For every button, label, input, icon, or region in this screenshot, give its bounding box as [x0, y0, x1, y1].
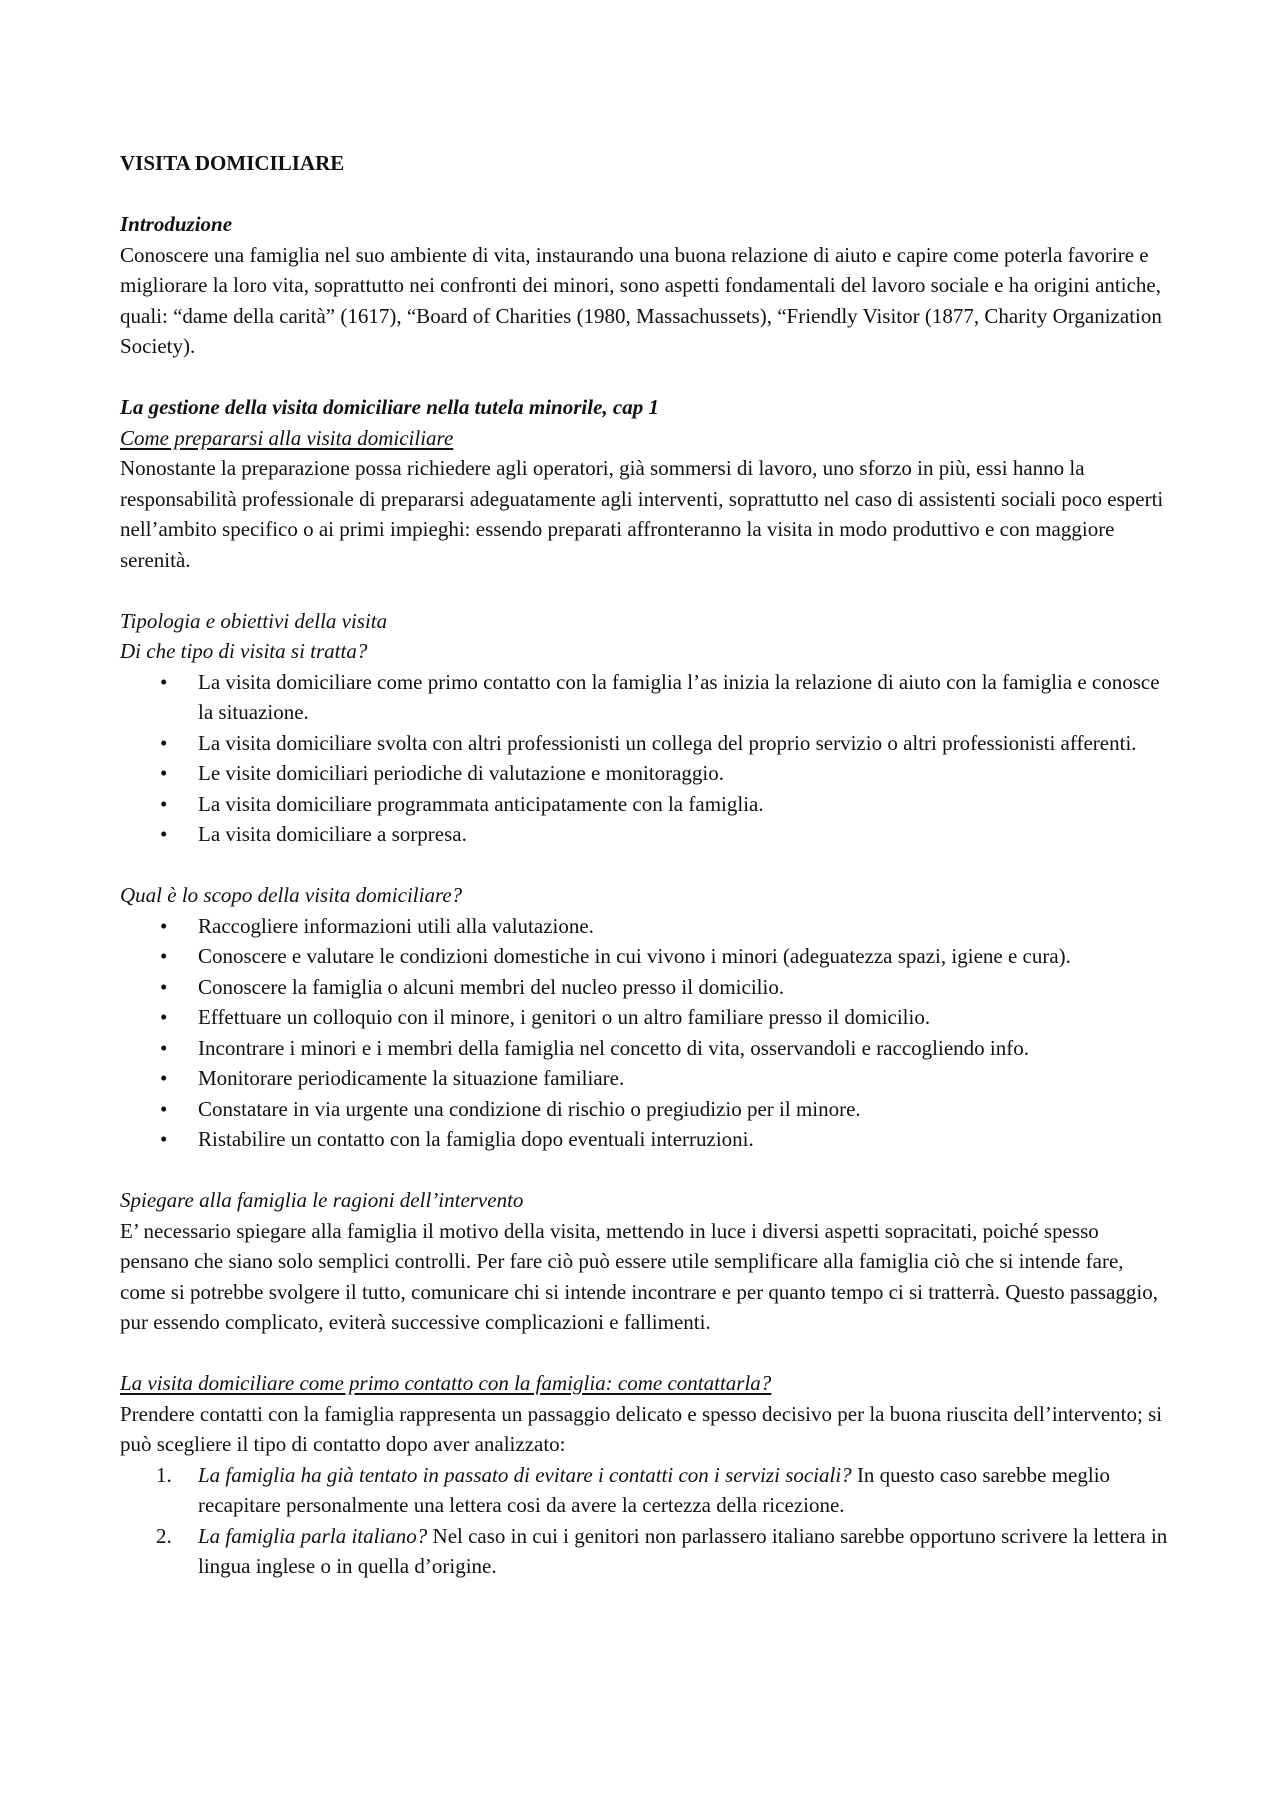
- scopo-list: [120, 911, 1170, 1155]
- list-item-text: Incontrare i minori e i membri della famiglia nel concetto di vita, osservandoli e raccogliendo info.: [198, 1035, 1029, 1060]
- list-item: [120, 911, 1170, 942]
- list-item-text: La visita domiciliare programmata anticipatamente con la famiglia.: [198, 791, 764, 816]
- list-item-text: Constatare in via urgente una condizione di rischio o pregiudizio per il minore.: [198, 1096, 861, 1121]
- tipologia-list: [120, 667, 1170, 850]
- list-number: 2.: [156, 1523, 172, 1548]
- list-item-text: In questo caso sarebbe meglio recapitare personalmente una lettera cosi da avere la certezza della ricezione.: [198, 1462, 1111, 1517]
- list-number: 1.: [156, 1462, 172, 1487]
- tipologia-question: Di che tipo di visita si tratta?: [120, 639, 368, 663]
- bullet-marker: •: [160, 913, 168, 938]
- list-item: [120, 758, 1170, 789]
- list-item-text: La visita domiciliare a sorpresa.: [198, 822, 467, 846]
- contatto-list: [120, 1460, 1170, 1582]
- list-item-text: Monitorare periodicamente la situazione familiare.: [198, 1066, 625, 1090]
- bullet-marker: •: [160, 822, 168, 846]
- list-item: [120, 1094, 1170, 1125]
- scopo-question: Qual è lo scopo della visita domiciliare?: [120, 883, 463, 907]
- contatto-paragraph: Prendere contatti con la famiglia rappresenta un passaggio delicato e spesso decisivo per la buona riuscita dell’intervento; si può scegliere il tipo di contatto dopo aver analizzato:: [120, 1401, 1163, 1456]
- list-item-text: La visita domiciliare come primo contatto con la famiglia l’as inizia la relazione di aiuto con la famiglia e conosce la situazione.: [198, 669, 1160, 724]
- list-item: [120, 1033, 1170, 1064]
- list-item: [120, 728, 1170, 759]
- bullet-marker: •: [160, 1096, 168, 1121]
- bullet-marker: •: [160, 669, 168, 694]
- list-item-text: Ristabilire un contatto con la famiglia dopo eventuali interruzioni.: [198, 1127, 754, 1151]
- chapter-paragraph: Nonostante la preparazione possa richiedere agli operatori, già sommersi di lavoro, uno sforzo in più, essi hanno la responsabilità professionale di prepararsi adeguatamente agli interventi, soprattutto nel caso di assistenti sociali poco esperti nell’ambito specifico o ai primi impieghi: essendo preparati affronteranno la visita in modo produttivo e con maggiore serenità.: [120, 456, 1164, 572]
- spacer: [120, 362, 1170, 393]
- list-item: [120, 1460, 1170, 1521]
- bullet-marker: •: [160, 1005, 168, 1029]
- intro-paragraph: Conoscere una famiglia nel suo ambiente di vita, instaurando una buona relazione di aiuto e capire come poterla favorire e migliorare la loro vita, soprattutto nei confronti dei minori, sono aspetti fondamentali del lavoro sociale e ha origini antiche, quali: “dame della carità” (1617), “Board of Charities (1980, Massachussets), “Friendly Visitor (1877, Charity Organization Society).: [120, 242, 1162, 358]
- chapter-subheading: Come prepararsi alla visita domiciliare: [120, 425, 454, 450]
- bullet-marker: •: [160, 791, 168, 816]
- spacer: [120, 179, 1170, 210]
- list-item-text: La visita domiciliare svolta con altri professionisti un collega del proprio servizio o altri professionisti afferenti.: [198, 730, 1137, 755]
- list-item: [120, 1124, 1170, 1155]
- spacer: [120, 575, 1170, 606]
- list-item-text: Conoscere e valutare le condizioni domestiche in cui vivono i minori (adeguatezza spazi, igiene e cura).: [198, 944, 1071, 968]
- intro-heading: Introduzione: [120, 212, 233, 236]
- tipologia-heading: Tipologia e obiettivi della visita: [120, 608, 388, 633]
- list-item: [120, 819, 1170, 850]
- list-item-text: Raccogliere informazioni utili alla valutazione.: [198, 913, 594, 938]
- list-item-question: La famiglia ha già tentato in passato di evitare i contatti con i servizi sociali?: [198, 1462, 852, 1487]
- spacer: [120, 1338, 1170, 1369]
- list-item-text: Nel caso in cui i genitori non parlassero italiano sarebbe opportuno scrivere la lettera in lingua inglese o in quella d’origine.: [198, 1523, 1168, 1578]
- spacer: [120, 850, 1170, 881]
- list-item: [120, 667, 1170, 728]
- bullet-marker: •: [160, 730, 168, 755]
- bullet-marker: •: [160, 974, 168, 999]
- bullet-marker: •: [160, 1066, 168, 1090]
- spiegare-heading: Spiegare alla famiglia le ragioni dell’intervento: [120, 1188, 524, 1212]
- spiegare-paragraph: E’ necessario spiegare alla famiglia il motivo della visita, mettendo in luce i diversi aspetti sopracitati, poiché spesso pensano che siano solo semplici controlli. Per fare ciò può essere utile semplificare alla famiglia ciò che si intende fare, come si potrebbe svolgere il tutto, comunicare chi si intende incontrare e per quanto tempo ci si tratterrà. Questo passaggio, pur essendo complicato, eviterà successive complicazioni e fallimenti.: [120, 1218, 1159, 1334]
- document-page: [120, 148, 1170, 1582]
- list-item-text: Le visite domiciliari periodiche di valutazione e monitoraggio.: [198, 761, 725, 785]
- list-item: [120, 1521, 1170, 1582]
- bullet-marker: •: [160, 761, 168, 785]
- chapter-heading: La gestione della visita domiciliare nella tutela minorile, cap 1: [120, 395, 659, 419]
- list-item: [120, 941, 1170, 972]
- list-item: [120, 789, 1170, 820]
- list-item-text: Effettuare un colloquio con il minore, i genitori o un altro familiare presso il domicilio.: [198, 1005, 931, 1029]
- bullet-marker: •: [160, 1035, 168, 1060]
- list-item-text: Conoscere la famiglia o alcuni membri del nucleo presso il domicilio.: [198, 974, 785, 999]
- bullet-marker: •: [160, 944, 168, 968]
- spacer: [120, 1155, 1170, 1186]
- bullet-marker: •: [160, 1127, 168, 1151]
- list-item: [120, 972, 1170, 1003]
- list-item: [120, 1002, 1170, 1033]
- contatto-heading: La visita domiciliare come primo contatto con la famiglia: come contattarla?: [120, 1371, 772, 1395]
- list-item-question: La famiglia parla italiano?: [198, 1523, 428, 1548]
- list-item: [120, 1063, 1170, 1094]
- document-title: VISITA DOMICILIARE: [120, 151, 345, 175]
